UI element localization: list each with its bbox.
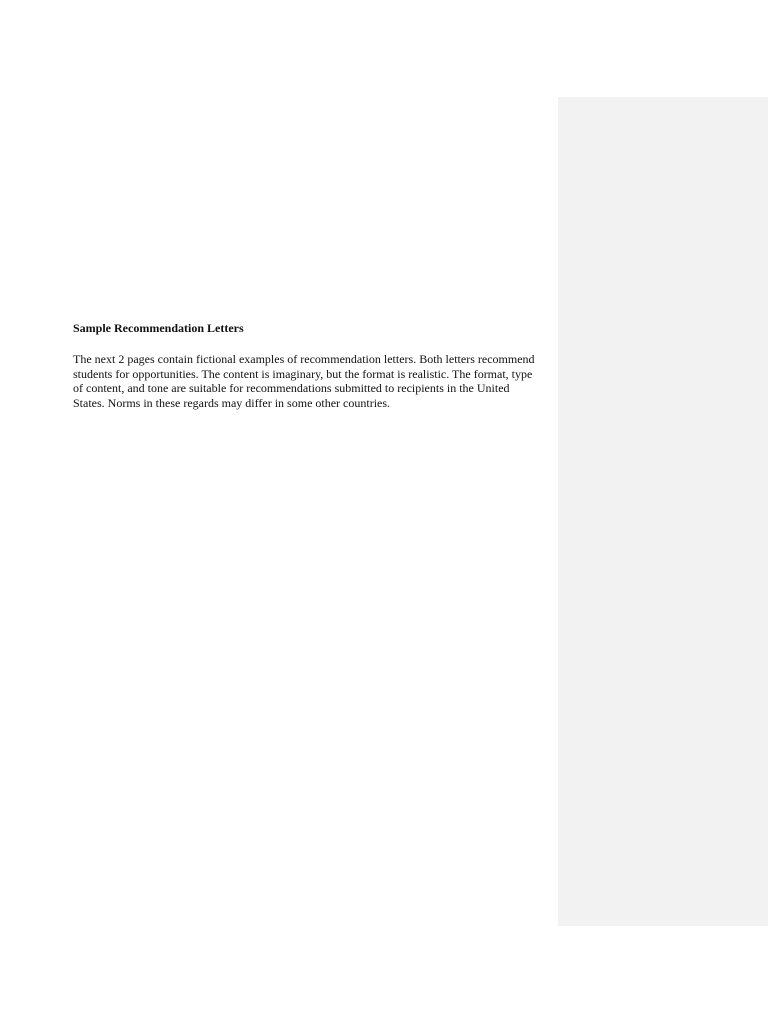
paragraph-line: of content, and tone are suitable for recommendations submitted to recipients in the United xyxy=(73,381,510,395)
paragraph-line: students for opportunities. The content is imaginary, but the format is realistic. The format, type xyxy=(73,366,533,381)
document-content xyxy=(73,321,551,410)
intro-paragraph xyxy=(73,352,551,410)
paragraph-line: States. Norms in these regards may differ in some other countries. xyxy=(73,395,391,410)
comment-margin-pane xyxy=(558,97,768,926)
paragraph-line: The next 2 pages contain fictional examples of recommendation letters. Both letters recommend xyxy=(73,352,535,366)
document-heading: Sample Recommendation Letters xyxy=(73,321,244,335)
